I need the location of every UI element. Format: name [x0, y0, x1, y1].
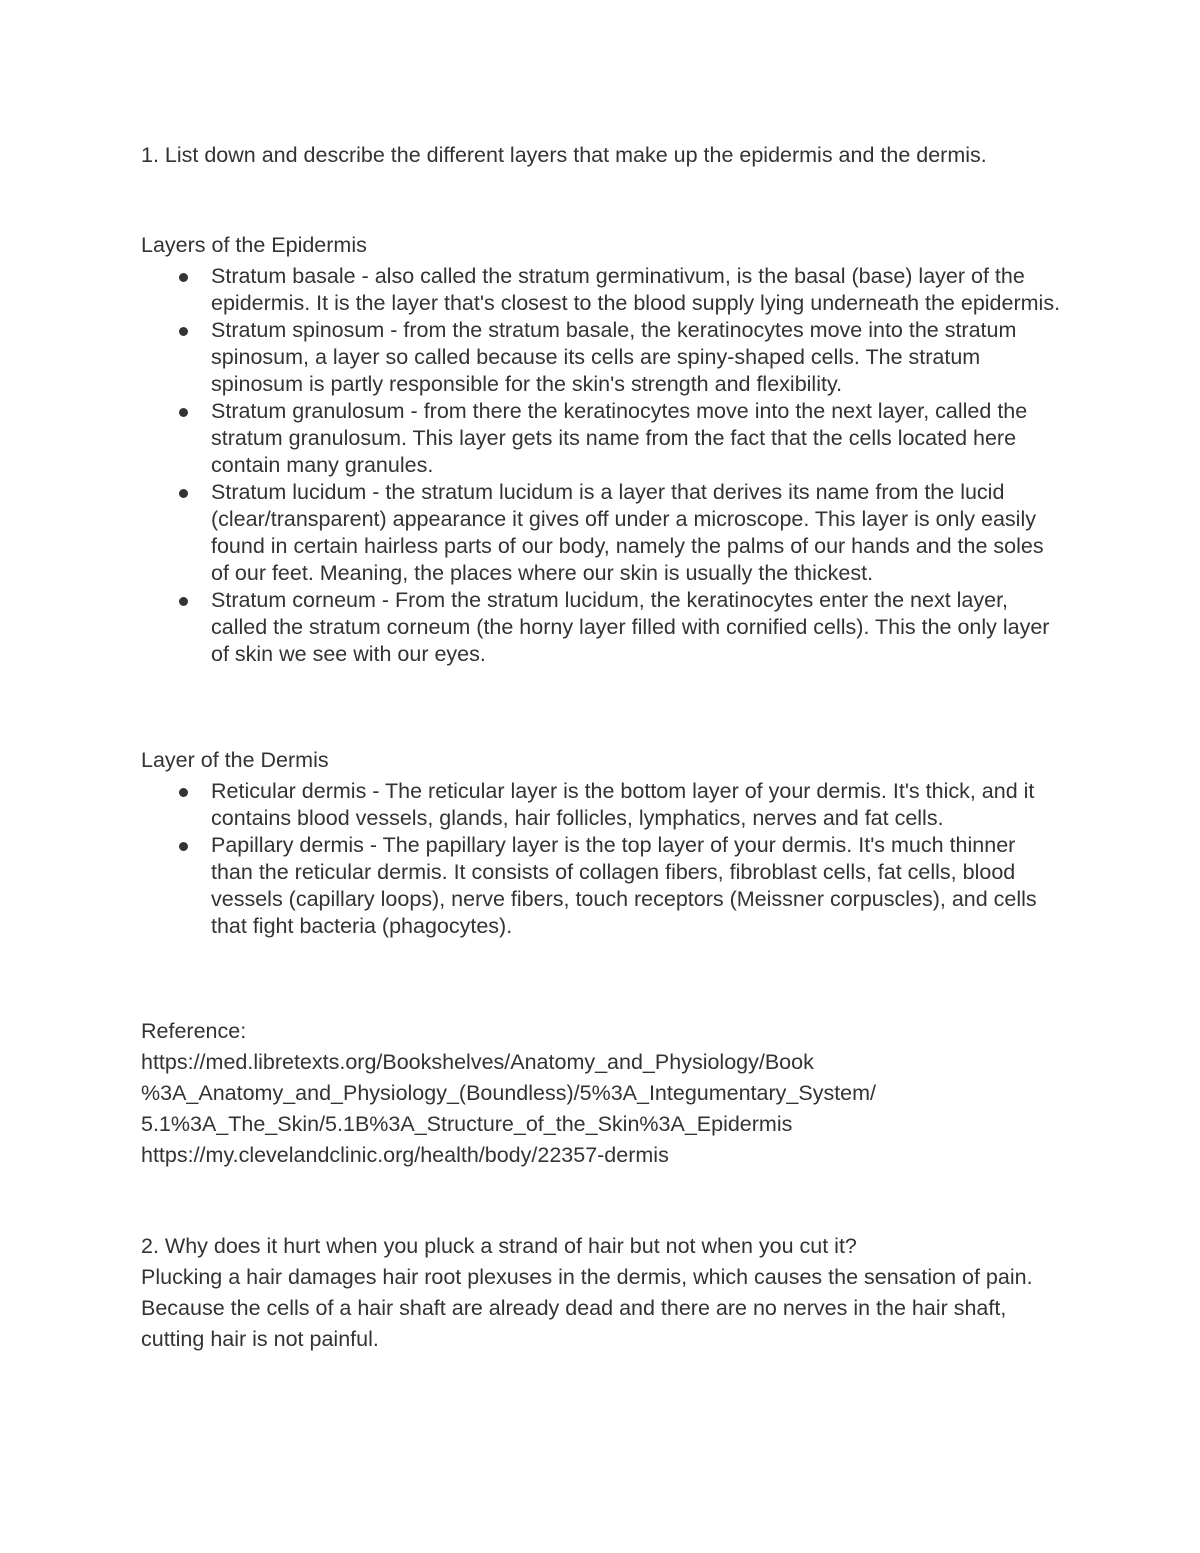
list-item-text: Stratum lucidum - the stratum lucidum is a layer that derives its name from the lucid (clear/transparent) appearance it gives off under a microscope. This layer is only easily found in certain hairless parts of our body, namely the palms of our hands and the soles of our feet. Meaning, the places where our skin is usually the thickest.: [211, 480, 1044, 585]
epidermis-heading: Layers of the Epidermis: [141, 233, 367, 257]
question-2-answer: Plucking a hair damages hair root plexuses in the dermis, which causes the sensation of pain. Because the cells of a hair shaft are already dead and there are no nerves in the hair shaft, cutting hair is not painful.: [141, 1265, 1033, 1351]
question-2-text: 2. Why does it hurt when you pluck a strand of hair but not when you cut it?: [141, 1234, 857, 1258]
question-2: [141, 1231, 1061, 1355]
list-item-text: Stratum basale - also called the stratum germinativum, is the basal (base) layer of the epidermis. It is the layer that's closest to the blood supply lying underneath the epidermis.: [211, 264, 1061, 315]
dermis-heading: Layer of the Dermis: [141, 748, 329, 772]
list-item-text: Stratum granulosum - from there the keratinocytes move into the next layer, called the stratum granulosum. This layer gets its name from the fact that the cells located here contain many granules.: [211, 399, 1028, 477]
list-item-text: Stratum corneum - From the stratum lucidum, the keratinocytes enter the next layer, called the stratum corneum (the horny layer filled with cornified cells). This the only layer of skin we see with our eyes.: [211, 588, 1050, 666]
list-item: [141, 479, 1061, 587]
list-item: [141, 832, 1061, 940]
list-item: [141, 398, 1061, 479]
list-item: [141, 263, 1061, 317]
question-1: [141, 140, 1061, 171]
bullet-icon: [179, 489, 188, 498]
epidermis-list: [141, 263, 1061, 668]
reference-link-line[interactable]: %3A_Anatomy_and_Physiology_(Boundless)/5%3A_Integumentary_System/: [141, 1081, 877, 1105]
reference-label: Reference:: [141, 1019, 247, 1043]
bullet-icon: [179, 327, 188, 336]
list-item-text: Stratum spinosum - from the stratum basale, the keratinocytes move into the stratum spinosum, a layer so called because its cells are spiny-shaped cells. The stratum spinosum is partly responsible for the skin's strength and flexibility.: [211, 318, 1017, 396]
reference-link-line[interactable]: 5.1%3A_The_Skin/5.1B%3A_Structure_of_the_Skin%3A_Epidermis: [141, 1112, 793, 1136]
bullet-icon: [179, 408, 188, 417]
bullet-icon: [179, 842, 188, 851]
list-item-text: Reticular dermis - The reticular layer is the bottom layer of your dermis. It's thick, and it contains blood vessels, glands, hair follicles, lymphatics, nerves and fat cells.: [211, 779, 1035, 830]
reference-section: [141, 1016, 1061, 1171]
bullet-icon: [179, 273, 188, 282]
bullet-icon: [179, 597, 188, 606]
question-1-text: 1. List down and describe the different layers that make up the epidermis and the dermis.: [141, 143, 987, 167]
reference-link-line[interactable]: https://med.libretexts.org/Bookshelves/Anatomy_and_Physiology/Book: [141, 1050, 814, 1074]
list-item: [141, 317, 1061, 398]
bullet-icon: [179, 788, 188, 797]
list-item: [141, 778, 1061, 832]
reference-link-line[interactable]: https://my.clevelandclinic.org/health/body/22357-dermis: [141, 1143, 669, 1167]
list-item: [141, 587, 1061, 668]
dermis-list: [141, 778, 1061, 940]
list-item-text: Papillary dermis - The papillary layer is the top layer of your dermis. It's much thinner than the reticular dermis. It consists of collagen fibers, fibroblast cells, fat cells, blood vessels (capillary loops), nerve fibers, touch receptors (Meissner corpuscles), and cells that fight bacteria (phagocytes).: [211, 833, 1037, 938]
